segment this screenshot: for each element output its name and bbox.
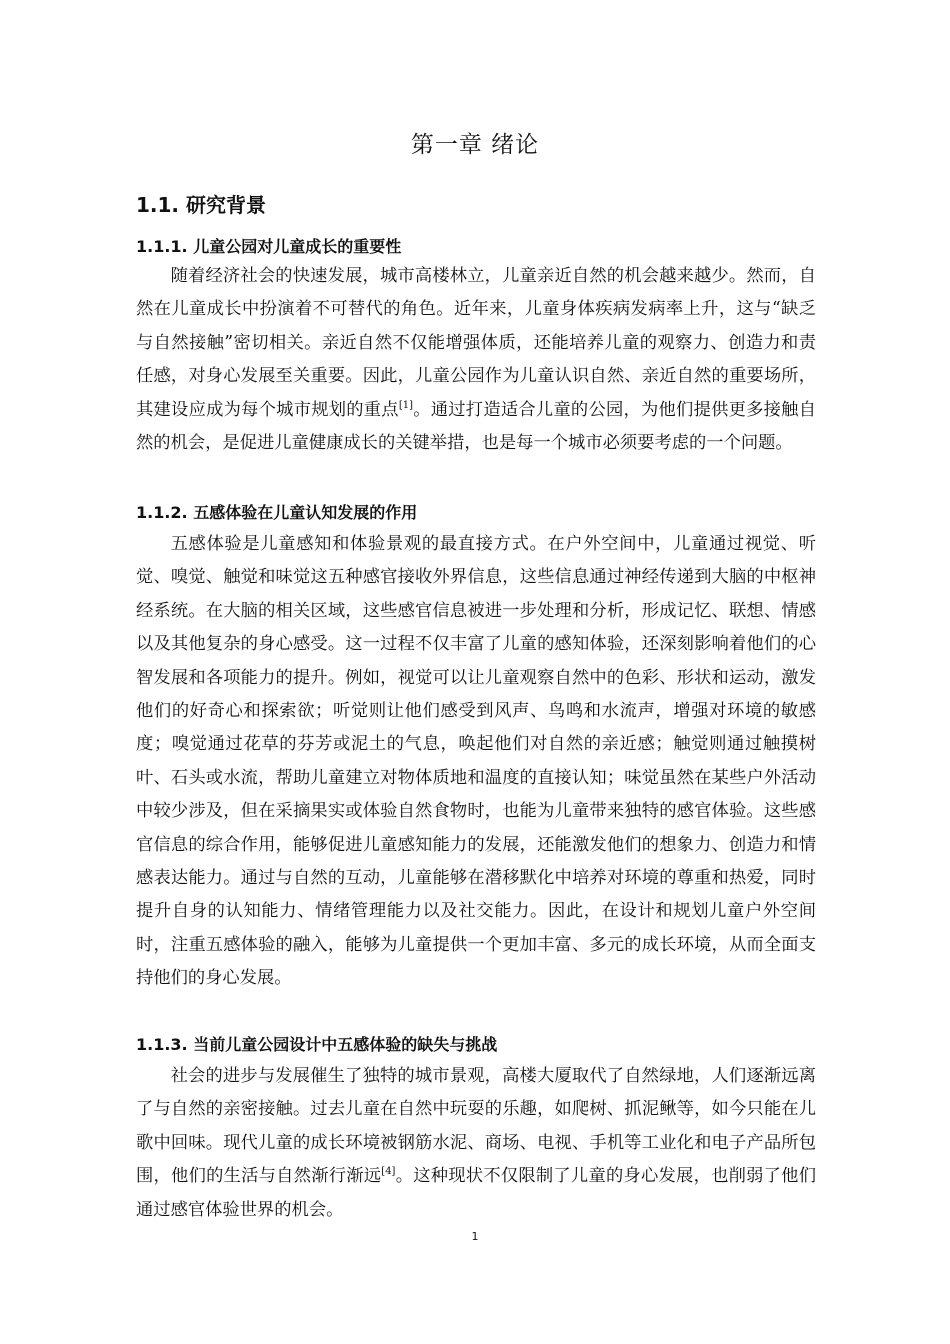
- section-heading: 1.1. 研究背景: [136, 193, 266, 217]
- paragraph-text: 社会的进步与发展催生了独特的城市景观，高楼大厦取代了自然绿地，人们逐渐远离了与自然的亲密接触。过去儿童在自然中玩耍的乐趣，如爬树、抓泥鳅等，如今只能在儿歌中回味。现代儿童的成长环境被钢筋水泥、商场、电视、手机等工业化和电子产品所包围，他们的生活与自然渐行渐远: [136, 1066, 816, 1187]
- paragraph-1-1-2: 五感体验是儿童感知和体验景观的最直接方式。在户外空间中，儿童通过视觉、听觉、嗅觉、触觉和味觉这五种感官接收外界信息，这些信息通过神经传递到大脑的中枢神经系统。在大脑的相关区域，这些感官信息被进一步处理和分析，形成记忆、联想、情感以及其他复杂的身心感受。这一过程不仅丰富了儿童的感知体验，还深刻影响着他们的心智发展和各项能力的提升。例如，视觉可以让儿童观察自然中的色彩、形状和运动，激发他们的好奇心和探索欲；听觉则让他们感受到风声、鸟鸣和水流声，增强对环境的敏感度；嗅觉通过花草的芬芳或泥土的气息，唤起他们对自然的亲近感；触觉则通过触摸树叶、石头或水流，帮助儿童建立对物体质地和温度的直接认知；味觉虽然在某些户外活动中较少涉及，但在采摘果实或体验自然食物时，也能为儿童带来独特的感官体验。这些感官信息的综合作用，能够促进儿童感知能力的发展，还能激发他们的想象力、创造力和情感表达能力。通过与自然的互动，儿童能够在潜移默化中培养对环境的尊重和热爱，同时提升自身的认知能力、情绪管理能力以及社交能力。因此，在设计和规划儿童户外空间时，注重五感体验的融入，能够为儿童提供一个更加丰富、多元的成长环境，从而全面支持他们的身心发展。: [136, 534, 816, 989]
- chapter-title: 第一章 绪论: [410, 132, 540, 158]
- citation-ref: [4]: [381, 1166, 396, 1178]
- subsection-heading-1-1-2: 1.1.2. 五感体验在儿童认知发展的作用: [136, 503, 418, 522]
- paragraph-text: 。通过打造适合儿童的公园，为他们提供更多接触自然的机会，是促进儿童健康成长的关键举措，也是每一个城市必须要考虑的一个问题。: [136, 399, 816, 454]
- paragraph-text: 随着经济社会的快速发展，城市高楼林立，儿童亲近自然的机会越来越少。然而，自然在儿童成长中扮演着不可替代的角色。近年来，儿童身体疾病发病率上升，这与“缺乏与自然接触”密切相关。亲近自然不仅能增强体质，还能培养儿童的观察力、创造力和责任感，对身心发展至关重要。因此，儿童公园作为儿童认识自然、亲近自然的重要场所，其建设应成为每个城市规划的重点: [136, 266, 816, 420]
- subsection-heading-1-1-3: 1.1.3. 当前儿童公园设计中五感体验的缺失与挑战: [136, 1035, 498, 1054]
- subsection-heading-1-1-1: 1.1.1. 儿童公园对儿童成长的重要性: [136, 237, 402, 256]
- paragraph-1-1-3: [136, 1060, 816, 1227]
- paragraph-text: 。这种现状不仅限制了儿童的身心发展，也削弱了他们通过感官体验世界的机会。: [136, 1166, 816, 1220]
- paragraph-1-1-1: [136, 260, 816, 460]
- page-number: 1: [471, 1230, 479, 1243]
- citation-ref: [1]: [398, 399, 413, 411]
